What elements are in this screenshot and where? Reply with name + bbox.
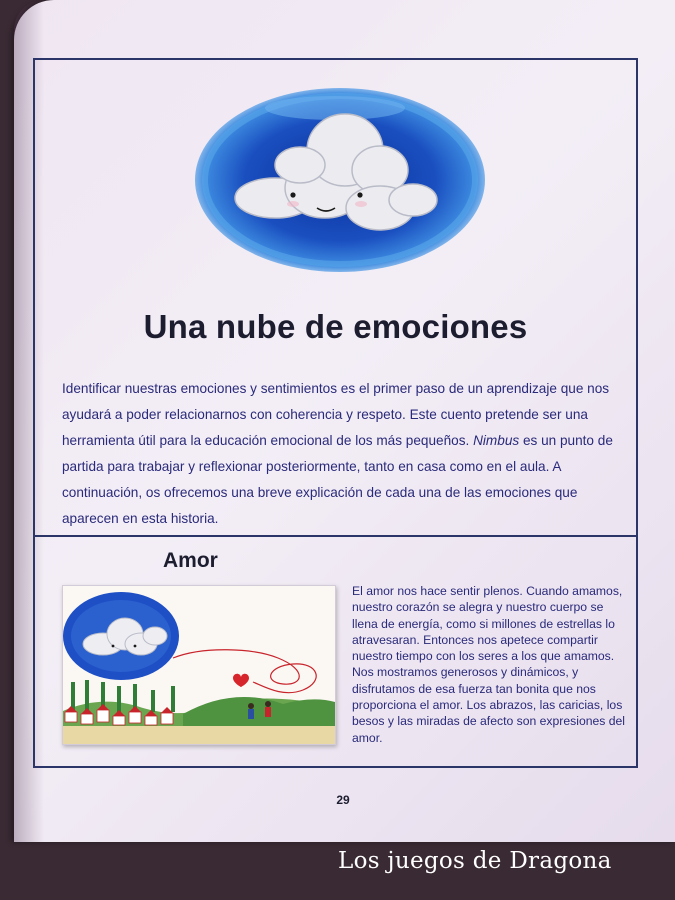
section-text-amor: El amor nos hace sentir plenos. Cuando amamos, nuestro corazón se alegra y nuestro cuerpo se llena de energía, como si millones de estrellas lo atravesaran. Entonces nos apetece compartir nuestro tiempo con los seres a los que amamos. Nos mostramos generosos y dinámicos, y disfrutamos de esa fuerza tan bonita que nos proporciona el amor. Los abrazos, las caricias, los besos y las miradas de afecto son expresiones del amor. bbox=[352, 584, 626, 745]
nimbus-cloud-illustration bbox=[185, 80, 485, 280]
intro-text-after: es un punto de partida para trabajar y reflexionar posteriormente, tanto en casa como en el aula. A continuación, os ofrecemos una breve explicación de cada una de las emociones que aparecen en esta historia. bbox=[62, 433, 613, 526]
intro-paragraph bbox=[62, 376, 622, 532]
page-number: 29 bbox=[336, 793, 350, 807]
section-title-amor: Amor bbox=[163, 549, 218, 572]
intro-text-before: Identificar nuestras emociones y sentimientos es el primer paso de un aprendizaje que nos ayudará a poder relacionarnos con coherencia y respeto. Este cuento pretende ser una herramienta útil para la educación emocional de los más pequeños. bbox=[62, 381, 610, 448]
heart-icon bbox=[233, 674, 249, 687]
intro-book-title: Nimbus bbox=[473, 433, 520, 448]
section-divider bbox=[33, 535, 638, 537]
love-illustration bbox=[62, 585, 336, 745]
page-title: Una nube de emociones bbox=[143, 308, 528, 345]
watermark-text: Los juegos de Dragona bbox=[338, 848, 612, 874]
